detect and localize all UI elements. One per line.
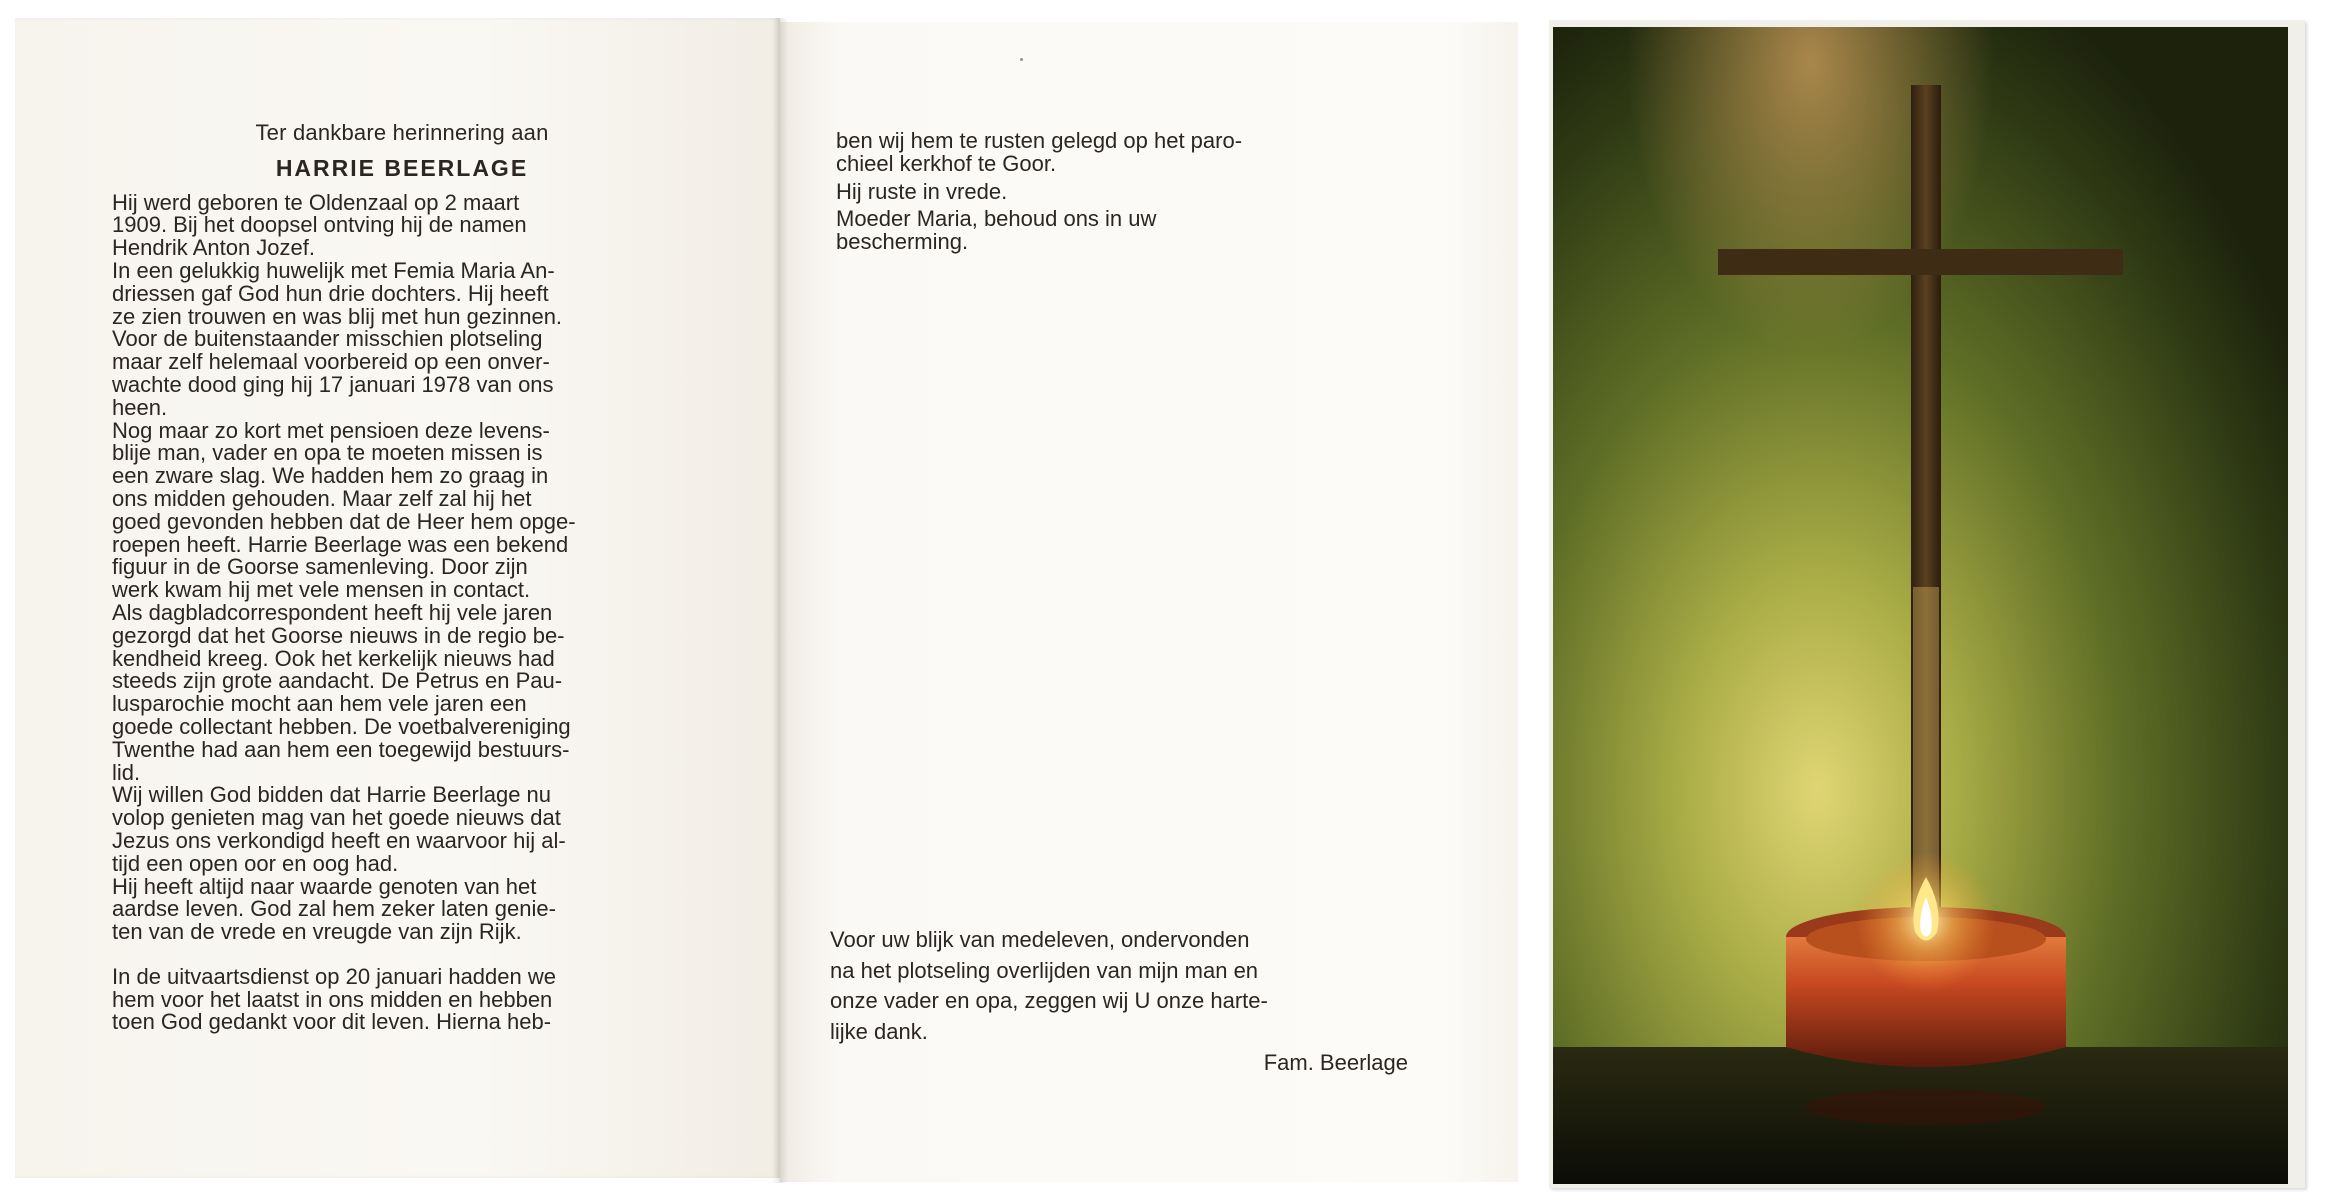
continuation-paragraph: ben wij hem te rusten gelegd op het paro- chieel kerkhof te Goor.	[836, 128, 1243, 176]
family-signature: Fam. Beerlage	[1263, 1050, 1408, 1075]
rest-in-peace-line: Hij ruste in vrede.	[836, 178, 1008, 204]
paper-speck	[1020, 58, 1023, 61]
bio-paragraph: Wij willen God bidden dat Harrie Beerlage nu volop genieten mag van het goede nieuws dat Jezus ons verkondigd heeft en waarvoor hij al- tijd een open oor en oog had.	[112, 782, 566, 876]
cross-candle-photo	[1553, 27, 2288, 1184]
bio-paragraph: Hij werd geboren te Oldenzaal op 2 maart 1909. Bij het doopsel ontving hij de namen Hendrik Anton Jozef.	[112, 189, 527, 261]
bio-paragraph: In de uitvaartsdienst op 20 januari hadden we hem voor het laatst in ons midden en hebben toen God gedankt voor dit leven. Hierna heb-	[112, 963, 556, 1035]
intro-line: Ter dankbare herinnering aan	[255, 120, 549, 145]
memorial-text-column	[112, 122, 692, 1034]
deceased-name: HARRIE BEERLAGE	[275, 154, 529, 181]
continuation-text	[836, 130, 1418, 259]
bio-paragraph: Nog maar zo kort met pensioen deze levens- blije man, vader en opa te moeten missen is een zware slag. We hadden hem zo graag in ons midden gehouden. Maar zelf zal hij het goed gevonden hebben dat de Heer hem opge- roepen heeft. Harrie Beerlage was een bekend figuur in de Goorse samenleving. Door zijn werk kwam hij met vele mensen in contact.	[112, 417, 576, 603]
thanks-text: Voor uw blijk van medeleven, ondervonden na het plotseling overlijden van mijn man en onze vader en opa, zeggen wij U onze harte- lijke dank.	[830, 927, 1268, 1044]
bio-paragraph: In een gelukkig huwelijk met Femia Maria An- driessen gaf God hun drie dochters. Hij heeft ze zien trouwen en was blij met hun gezinnen. Voor de buitenstaander misschien plotseling maar zelf helemaal voorbereid op een onver- wachte dood ging hij 17 januari 1978 van ons heen.	[112, 257, 563, 420]
prayer-line: Moeder Maria, behoud ons in uw bescherming.	[836, 206, 1157, 255]
bio-paragraph: Hij heeft altijd naar waarde genoten van het aardse leven. God zal hem zeker laten genie- ten van de vrede en vreugde van zijn Rijk.	[112, 873, 556, 945]
bio-paragraph: Als dagbladcorrespondent heeft hij vele jaren gezorgd dat het Goorse nieuws in de regio be- kendheid kreeg. Ook het kerkelijk nieuws had steeds zijn grote aandacht. De Petrus en Pau- lusparochie mocht aan hem vele jaren een goede collectant hebben. De voetbalvereniging Twenthe had aan hem een toegewijd bestuurs- lid.	[112, 599, 571, 785]
page-fold	[772, 18, 788, 1183]
thanks-note	[830, 925, 1408, 1047]
biography	[112, 189, 692, 1035]
